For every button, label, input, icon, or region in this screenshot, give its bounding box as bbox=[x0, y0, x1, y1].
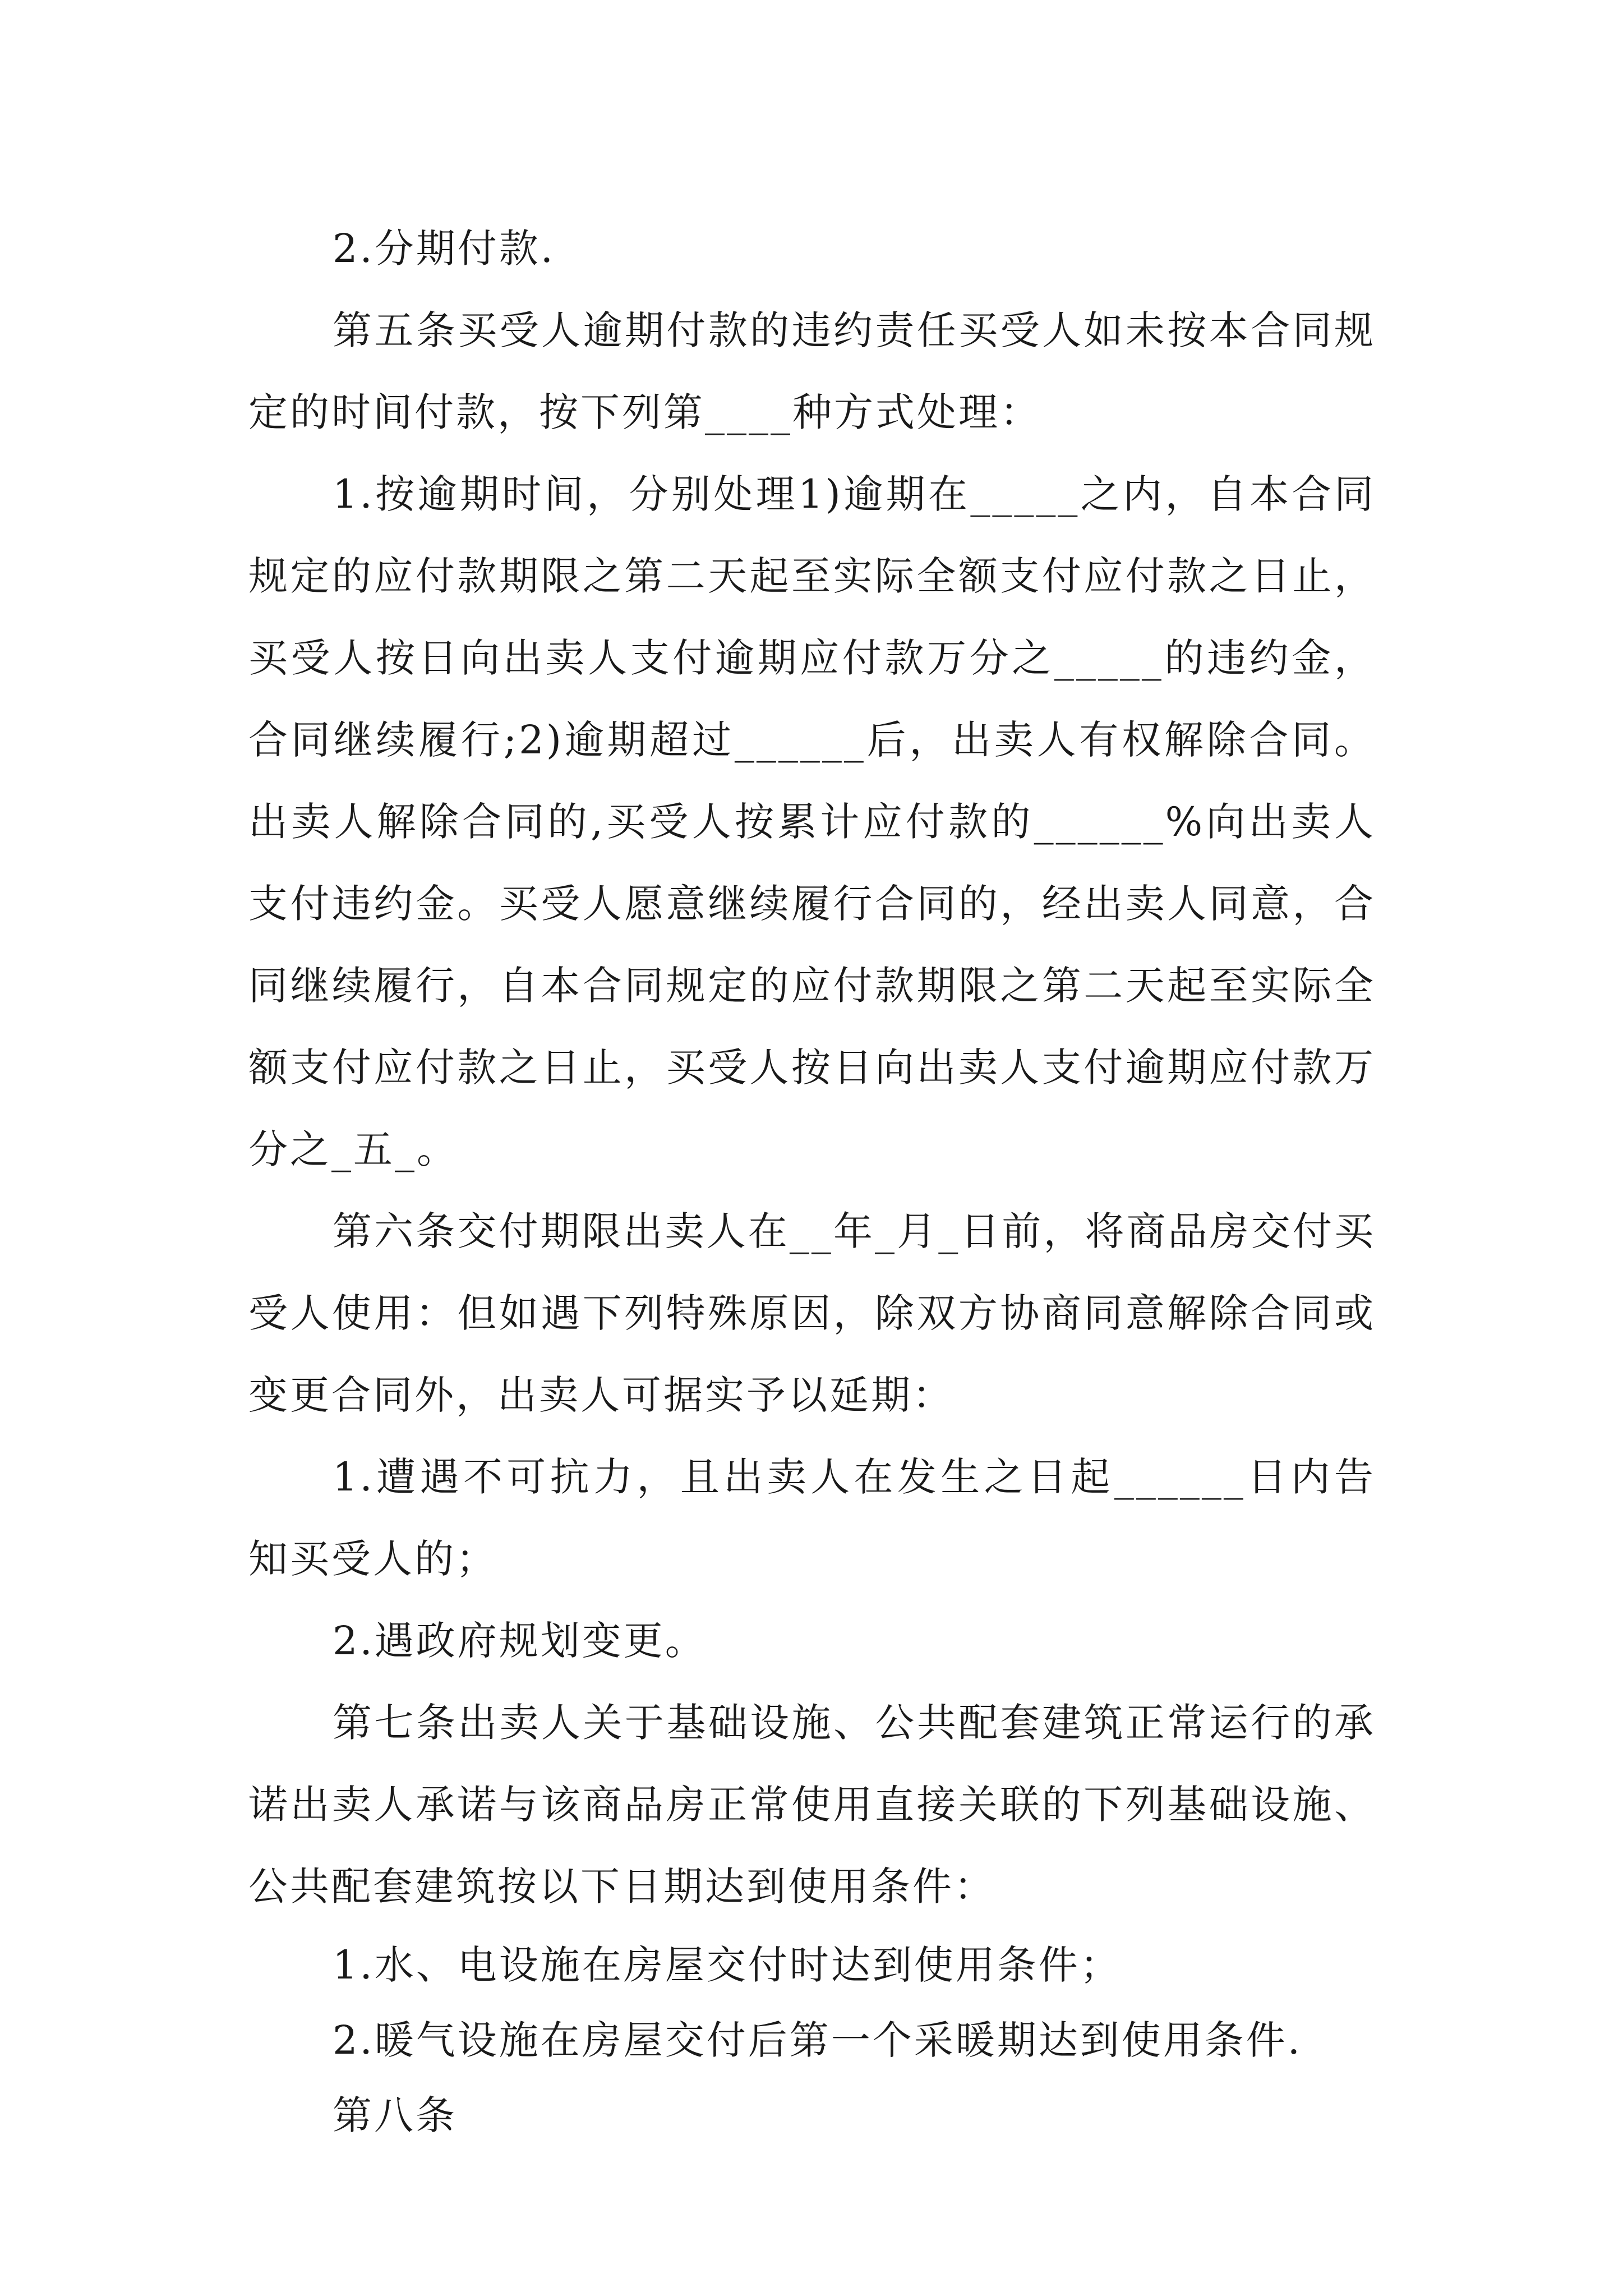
paragraph-planning-change: 2.遇政府规划变更。 bbox=[333, 1618, 707, 1664]
paragraph-water-electricity: 1.水、电设施在房屋交付时达到使用条件； bbox=[333, 1942, 1122, 1988]
paragraph-article-6: 第六条交付期限出卖人在__年_月_日前，将商品房交付买受人使用：但如遇下列特殊原因，除双方协商同意解除合同或变更合同外，出卖人可据实予以延期： bbox=[248, 1208, 1376, 1418]
paragraph-force-majeure: 1.遭遇不可抗力，且出卖人在发生之日起______日内告知买受人的； bbox=[248, 1454, 1376, 1582]
document-body bbox=[248, 208, 1376, 2153]
paragraph-overdue-handling: 1.按逾期时间，分别处理1)逾期在_____之内，自本合同规定的应付款期限之第二天起至实际全额支付应付款之日止，买受人按日向出卖人支付逾期应付款万分之_____的违约金，合同继续履行;2)逾期超过______后，出卖人有权解除合同。出卖人解除合同的,买受人按累计应付款的______%向出卖人支付违约金。买受人愿意继续履行合同的，经出卖人同意，合同继续履行，自本合同规定的应付款期限之第二天起至实际全额支付应付款之日止，买受人按日向出卖人支付逾期应付款万分之_五_。 bbox=[248, 471, 1376, 1172]
paragraph-article-5: 第五条买受人逾期付款的违约责任买受人如未按本合同规定的时间付款，按下列第____种方式处理： bbox=[248, 307, 1376, 435]
paragraph-article-8: 第八条 bbox=[333, 2092, 457, 2138]
paragraph-heating: 2.暖气设施在房屋交付后第一个采暖期达到使用条件. bbox=[333, 2017, 1303, 2063]
paragraph-installment-payment: 2.分期付款. bbox=[333, 226, 556, 272]
paragraph-article-7: 第七条出卖人关于基础设施、公共配套建筑正常运行的承诺出卖人承诺与该商品房正常使用直接关联的下列基础设施、公共配套建筑按以下日期达到使用条件： bbox=[248, 1700, 1376, 1910]
